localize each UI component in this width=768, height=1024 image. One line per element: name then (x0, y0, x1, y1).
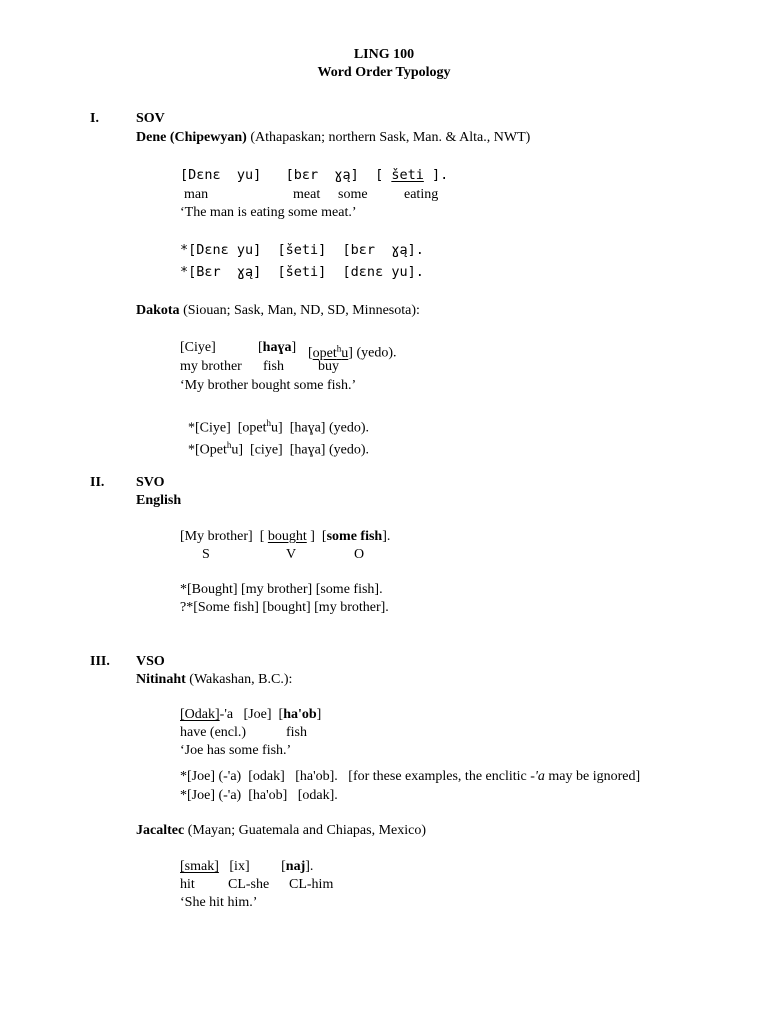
english-gloss-o: O (354, 547, 365, 562)
section-number-2: II. (90, 475, 105, 490)
dakota-verb-stem: opet (312, 345, 337, 361)
dene-lang: Dene (Chipewyan) (136, 130, 247, 145)
dakota-bad2-b: u] [ciye] [haɣa] (yedo). (231, 442, 369, 458)
jacaltec-translation: ‘She hit him.’ (180, 895, 258, 910)
dakota-bad2-sup: h (226, 440, 232, 450)
section-number-1: I. (90, 111, 99, 126)
dakota-bad2-a: *[Opet (188, 442, 227, 458)
nitinaht-verb: [Odak] (180, 707, 220, 722)
nitinaht-ungrammatical-2: *[Joe] (-'a) [ha'ob] [odak]. (180, 788, 338, 803)
english-gloss-v: V (286, 547, 297, 562)
section-number-3: III. (90, 654, 110, 669)
jacaltec-verb: [smak] (180, 859, 219, 874)
english-example (180, 528, 390, 546)
nitinaht-ungrammatical-1 (180, 768, 640, 786)
english-gloss-s: S (202, 547, 210, 562)
nitinaht-gloss-have: have (encl.) (180, 725, 247, 740)
dakota-bad1-a: *[Ciye] [opet (188, 420, 267, 436)
dene-example (180, 166, 448, 184)
jacaltec-object: naj (285, 859, 306, 874)
jacaltec-example (180, 858, 313, 876)
dakota-verb-end: u (341, 345, 349, 361)
dakota-verb-close: ] (348, 345, 353, 361)
dakota-ungrammatical-1 (188, 414, 369, 438)
jacaltec-gloss-hit: hit (180, 877, 195, 892)
nitinaht-bad1: *[Joe] (-'a) [odak] [ha'ob]. [for these examples, the enclitic - (180, 769, 535, 784)
dakota-lang: Dakota (136, 303, 180, 318)
jacaltec-mid: [ix] [ (218, 859, 286, 874)
dene-gloss-eating: eating (404, 187, 439, 202)
english-ungrammatical-2: ?*[Some fish] [bought] [my brother]. (180, 600, 389, 615)
dene-ex-verb: šeti (391, 167, 424, 183)
dakota-gloss-brother: my brother (180, 359, 242, 374)
dakota-verb-open: [ (308, 345, 313, 361)
dakota-fish-close: ] (291, 340, 297, 355)
nitinaht-object: ha'ob (283, 707, 317, 722)
dakota-fish-open: [ (258, 340, 263, 355)
nitinaht-gloss-fish: fish (286, 725, 307, 740)
section-label-svo: SVO (136, 475, 165, 490)
dakota-gloss-fish: fish (263, 359, 284, 374)
dakota-yedo: (yedo). (352, 345, 397, 361)
nitinaht-info: (Wakashan, B.C.): (185, 672, 293, 687)
english-mid: ] [ (306, 529, 327, 544)
dene-ex-close: ]. (423, 167, 449, 183)
dakota-bad1-sup: h (266, 418, 272, 428)
nitinaht-end: ] (316, 707, 322, 722)
dakota-info: (Siouan; Sask, Man, ND, SD, Minnesota): (179, 303, 420, 318)
english-end: ]. (382, 529, 391, 544)
dakota-gloss-buy: buy (318, 359, 339, 374)
dene-heading (136, 129, 530, 147)
english-heading: English (136, 493, 182, 508)
nitinaht-encl: -'a [Joe] [ (219, 707, 284, 722)
nitinaht-bad1-enclitic: 'a (534, 769, 545, 784)
english-subject: [My brother] [ (180, 529, 268, 544)
dakota-ex-object (258, 339, 296, 357)
jacaltec-heading (136, 822, 426, 840)
english-verb: bought (267, 529, 307, 544)
section-label-vso: VSO (136, 654, 165, 669)
dakota-ungrammatical-2 (188, 436, 369, 460)
dakota-heading (136, 302, 420, 320)
jacaltec-gloss-cl-she: CL-she (228, 877, 270, 892)
dakota-ex-subject: [Ciye] (180, 340, 216, 355)
nitinaht-example (180, 706, 321, 724)
dene-gloss-some: some (338, 187, 368, 202)
dene-ungrammatical-1: *[Dɛnɛ yu] [šeti] [bɛr ɣą]. (180, 242, 424, 258)
jacaltec-end: ]. (305, 859, 314, 874)
jacaltec-lang: Jacaltec (136, 823, 185, 838)
dakota-verb-sup: h (336, 343, 342, 353)
nitinaht-bad1-end: may be ignored] (544, 769, 641, 784)
english-ungrammatical-1: *[Bought] [my brother] [some fish]. (180, 582, 383, 597)
dene-gloss-man: man (184, 187, 209, 202)
nitinaht-translation: ‘Joe has some fish.’ (180, 743, 292, 758)
english-object: some fish (326, 529, 383, 544)
nitinaht-heading (136, 671, 292, 689)
dene-ungrammatical-2: *[Bɛr ɣą] [šeti] [dɛnɛ yu]. (180, 264, 424, 280)
dene-gloss-meat: meat (293, 187, 321, 202)
dakota-translation: ‘My brother bought some fish.’ (180, 378, 357, 393)
dene-info: (Athapaskan; northern Sask, Man. & Alta., NWT) (246, 130, 531, 145)
dene-ex-open: [Dɛnɛ yu] [bɛr ɣą] [ (180, 167, 392, 183)
nitinaht-lang: Nitinaht (136, 672, 186, 687)
dakota-fish: haɣa (262, 340, 292, 355)
jacaltec-gloss-cl-him: CL-him (289, 877, 334, 892)
dakota-bad1-b: u] [haɣa] (yedo). (271, 420, 369, 436)
course-code: LING 100 (353, 47, 415, 62)
page-title: Word Order Typology (317, 65, 451, 80)
jacaltec-info: (Mayan; Guatemala and Chiapas, Mexico) (184, 823, 427, 838)
section-label-sov: SOV (136, 111, 165, 126)
dene-translation: ‘The man is eating some meat.’ (180, 205, 357, 220)
